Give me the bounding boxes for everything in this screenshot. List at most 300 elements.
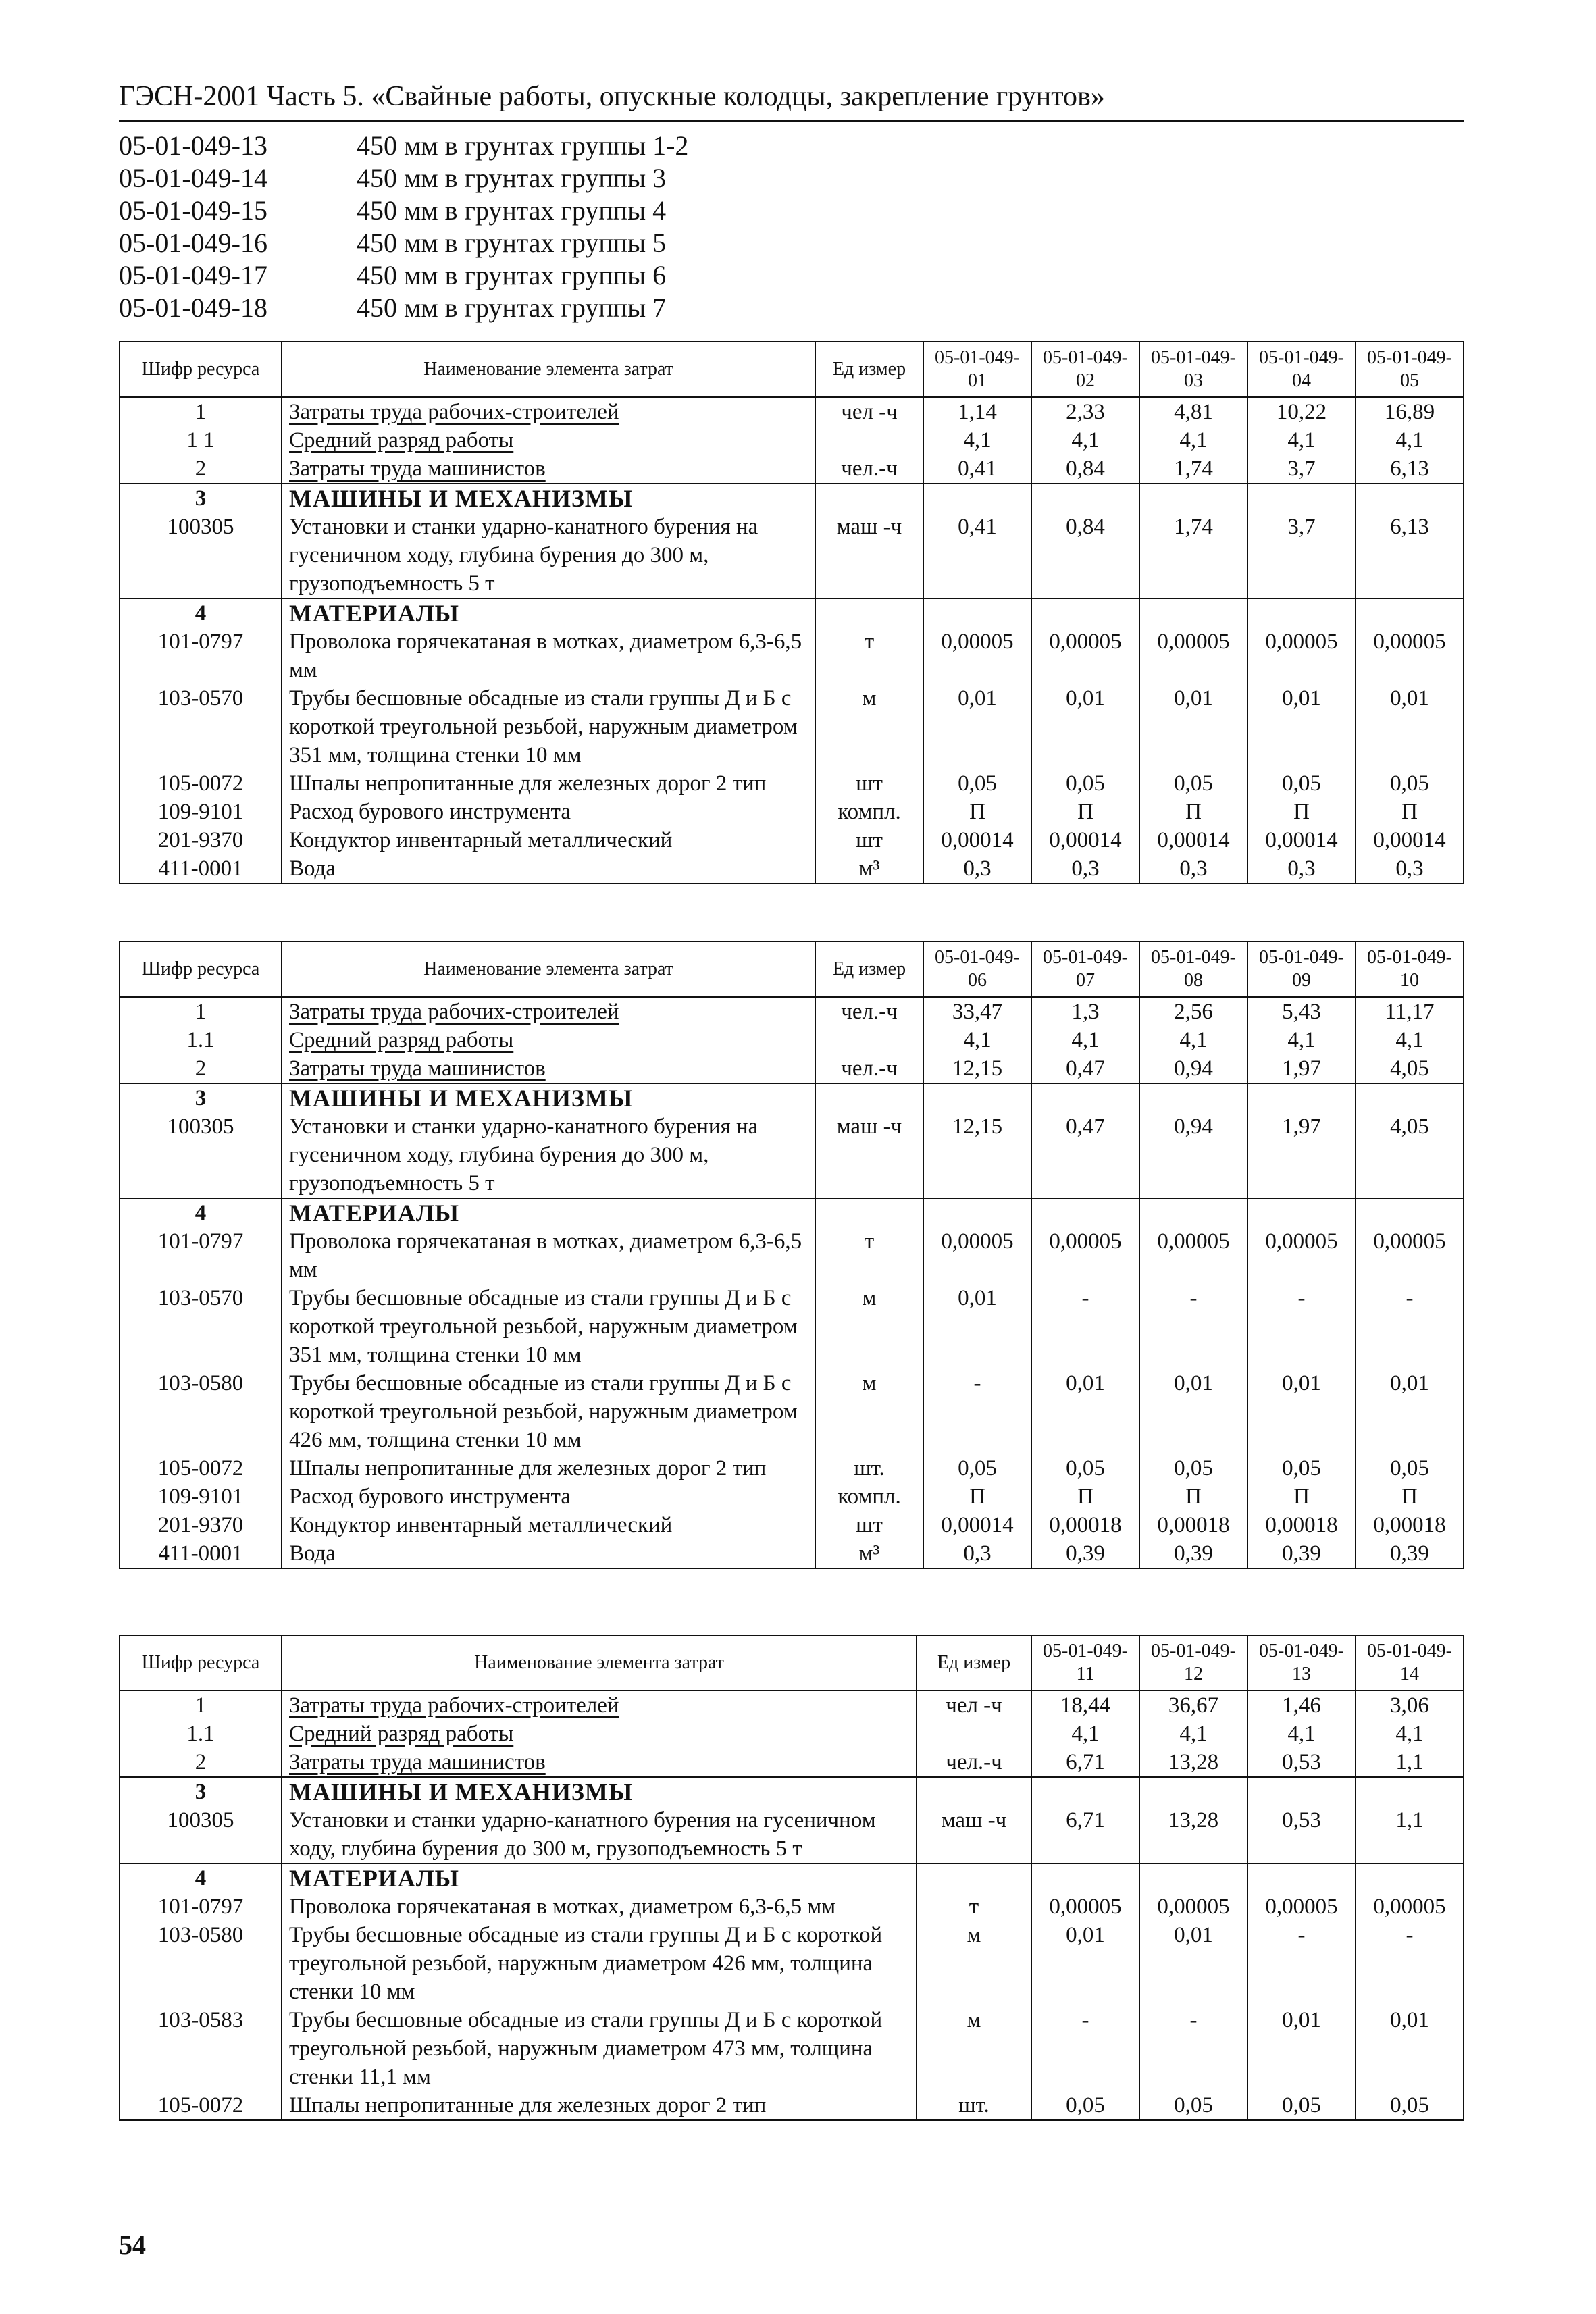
value-cell: 0,05 [1356,1454,1464,1483]
value-cell: 0,05 [1247,2091,1356,2120]
value-cell [1031,598,1139,627]
header-element-name: Наименование элемента затрат [282,1635,917,1691]
unit-cell: м [815,1369,923,1454]
resource-code: 101-0797 [120,627,282,684]
header-norm-code: 05-01-049-10 [1356,942,1464,997]
norm-code: 05-01-049-14 [119,163,267,193]
table-row [120,1511,1464,1539]
element-name: Проволока горячекатаная в мотках, диаметром 6,3-6,5 мм [282,1893,917,1921]
value-cell: 4,81 [1139,397,1247,426]
value-cell [1031,1777,1139,1806]
value-cell: 4,1 [1247,426,1356,455]
value-cell: 0,05 [1247,1454,1356,1483]
norm-description: 450 мм в грунтах группы 4 [357,195,667,226]
value-cell: 0,3 [1356,854,1464,883]
unit-cell: чел -ч [815,397,923,426]
value-cell: - [923,1369,1031,1454]
value-cell: 0,41 [923,513,1031,598]
value-cell: 0,05 [1139,1454,1247,1483]
norm-code: 05-01-049-15 [119,195,267,226]
element-name: Средний разряд работы [282,1026,815,1054]
value-cell: 1,97 [1247,1054,1356,1083]
table-row [120,1112,1464,1198]
unit-cell: м [815,1284,923,1369]
section-row [120,1198,1464,1227]
value-cell [1356,598,1464,627]
value-cell: 0,05 [1139,769,1247,798]
value-cell: 1,74 [1139,455,1247,484]
table-row [120,1893,1464,1921]
value-cell: 0,00014 [1356,826,1464,854]
value-cell [1247,1083,1356,1112]
table-header-row [120,1635,1464,1691]
norm-code-row [119,227,688,259]
unit-cell: шт [815,826,923,854]
unit-cell [917,1863,1031,1893]
value-cell [1031,1863,1139,1893]
element-name: Средний разряд работы [282,1720,917,1748]
table-row [120,1284,1464,1369]
value-cell [1139,1198,1247,1227]
value-cell [1247,1198,1356,1227]
resource-table-1 [119,341,1464,884]
resource-code: 100305 [120,1806,282,1863]
value-cell [1139,598,1247,627]
value-cell: 18,44 [1031,1691,1139,1720]
value-cell: 0,94 [1139,1112,1247,1198]
element-name: Затраты труда рабочих-строителей [282,397,815,426]
unit-cell: чел.-ч [815,455,923,484]
header-norm-code: 05-01-049-13 [1247,1635,1356,1691]
value-cell: 4,1 [1139,1026,1247,1054]
value-cell: 0,05 [1356,2091,1464,2120]
resource-code: 4 [120,598,282,627]
resource-code: 3 [120,484,282,513]
table-row [120,997,1464,1026]
value-cell: 0,00018 [1139,1511,1247,1539]
unit-cell: м³ [815,1539,923,1568]
value-cell: 0,00014 [923,826,1031,854]
header-unit: Ед измер [917,1635,1031,1691]
value-cell: 0,01 [1247,684,1356,769]
value-cell: 0,00018 [1031,1511,1139,1539]
value-cell: 1,97 [1247,1112,1356,1198]
value-cell: 0,01 [1139,1369,1247,1454]
value-cell: 0,01 [1139,684,1247,769]
resource-code: 2 [120,1054,282,1083]
section-title: МАТЕРИАЛЫ [282,1863,917,1893]
value-cell: 0,00005 [923,1227,1031,1284]
header-unit: Ед измер [815,342,923,397]
resource-code: 4 [120,1863,282,1893]
resource-code: 105-0072 [120,2091,282,2120]
table-row [120,798,1464,826]
value-cell: 0,05 [1356,769,1464,798]
element-name: Установки и станки ударно-канатного бурения на гусеничном ходу, глубина бурения до 300 м, грузоподъемность 5 т [282,513,815,598]
value-cell [1247,484,1356,513]
section-row [120,1863,1464,1893]
value-cell: 1,74 [1139,513,1247,598]
resource-code: 101-0797 [120,1227,282,1284]
resource-code: 103-0580 [120,1369,282,1454]
value-cell: 12,15 [923,1112,1031,1198]
header-norm-code: 05-01-049-08 [1139,942,1247,997]
unit-cell: маш -ч [815,513,923,598]
value-cell: - [1031,1284,1139,1369]
element-name: Трубы бесшовные обсадные из стали группы Д и Б с короткой треугольной резьбой, наружным диаметром 351 мм, толщина стенки 10 мм [282,684,815,769]
value-cell [1356,1198,1464,1227]
value-cell: - [1356,1284,1464,1369]
value-cell: 0,05 [1031,2091,1139,2120]
header-norm-code: 05-01-049-05 [1356,342,1464,397]
resource-code: 1.1 [120,1026,282,1054]
resource-code: 1 [120,397,282,426]
element-name: Кондуктор инвентарный металлический [282,1511,815,1539]
unit-cell: чел.-ч [815,1054,923,1083]
header-divider [119,120,1464,122]
value-cell: 3,7 [1247,513,1356,598]
value-cell [1031,1083,1139,1112]
resource-code: 1 [120,997,282,1026]
unit-cell [815,1026,923,1054]
norm-description: 450 мм в грунтах группы 7 [357,292,667,323]
value-cell [923,484,1031,513]
value-cell: 0,3 [1031,854,1139,883]
unit-cell [815,1198,923,1227]
value-cell: 0,01 [1356,1369,1464,1454]
header-norm-code: 05-01-049-11 [1031,1635,1139,1691]
value-cell: 4,1 [923,1026,1031,1054]
value-cell: 1,3 [1031,997,1139,1026]
value-cell: 0,3 [1247,854,1356,883]
norm-code: 05-01-049-13 [119,130,267,161]
resource-code: 2 [120,455,282,484]
table-row [120,1227,1464,1284]
value-cell: 6,13 [1356,513,1464,598]
value-cell: 0,3 [923,1539,1031,1568]
element-name: Расход бурового инструмента [282,1483,815,1511]
table-row [120,627,1464,684]
element-name: Шпалы непропитанные для железных дорог 2 тип [282,2091,917,2120]
element-name: Кондуктор инвентарный металлический [282,826,815,854]
table-header-row [120,342,1464,397]
section-row [120,1777,1464,1806]
header-norm-code: 05-01-049-12 [1139,1635,1247,1691]
resource-code: 2 [120,1748,282,1777]
header-norm-code: 05-01-049-09 [1247,942,1356,997]
norm-code-row [119,292,688,324]
value-cell: 0,94 [1139,1054,1247,1083]
value-cell: 0,47 [1031,1054,1139,1083]
value-cell: 11,17 [1356,997,1464,1026]
table-row [120,397,1464,426]
header-element-name: Наименование элемента затрат [282,342,815,397]
value-cell: 0,05 [923,769,1031,798]
value-cell: 0,01 [1139,1921,1247,2006]
value-cell: 0,00005 [923,627,1031,684]
unit-cell: шт [815,1511,923,1539]
element-name: Затраты труда машинистов [282,1748,917,1777]
unit-cell: м [917,1921,1031,2006]
table-header-row [120,942,1464,997]
value-cell: 1,1 [1356,1748,1464,1777]
table-row [120,1720,1464,1748]
table-row [120,1748,1464,1777]
unit-cell: шт [815,769,923,798]
table-row [120,1921,1464,2006]
value-cell: - [1031,2006,1139,2091]
value-cell: 4,1 [1139,426,1247,455]
resource-code: 103-0570 [120,1284,282,1369]
value-cell [1031,1198,1139,1227]
header-norm-code: 05-01-049-04 [1247,342,1356,397]
table-row [120,513,1464,598]
unit-cell: м³ [815,854,923,883]
value-cell: 0,84 [1031,455,1139,484]
value-cell: 0,00018 [1247,1511,1356,1539]
unit-cell: шт. [815,1454,923,1483]
resource-code: 109-9101 [120,798,282,826]
unit-cell: шт. [917,2091,1031,2120]
table-row [120,854,1464,883]
value-cell: 0,39 [1356,1539,1464,1568]
value-cell: 0,47 [1031,1112,1139,1198]
norm-code-row [119,259,688,292]
value-cell: 13,28 [1139,1748,1247,1777]
value-cell: 0,00005 [1247,627,1356,684]
value-cell: П [1139,1483,1247,1511]
resource-code: 103-0570 [120,684,282,769]
value-cell: 6,71 [1031,1748,1139,1777]
element-name: Затраты труда машинистов [282,1054,815,1083]
norm-code-row [119,162,688,195]
page-header: ГЭСН-2001 Часть 5. «Свайные работы, опускные колодцы, закрепление грунтов» [119,81,1105,112]
norm-description: 450 мм в грунтах группы 6 [357,260,667,290]
value-cell: 0,00005 [1247,1227,1356,1284]
value-cell [1031,484,1139,513]
unit-cell [815,484,923,513]
table-row [120,1539,1464,1568]
value-cell: 6,13 [1356,455,1464,484]
value-cell: 0,00005 [1139,1227,1247,1284]
value-cell: 4,1 [1139,1720,1247,1748]
value-cell: П [1356,798,1464,826]
table-row [120,1806,1464,1863]
value-cell: 0,00005 [1031,627,1139,684]
table-row [120,2006,1464,2091]
table-row [120,426,1464,455]
value-cell: 0,53 [1247,1748,1356,1777]
value-cell: 0,05 [923,1454,1031,1483]
header-norm-code: 05-01-049-06 [923,942,1031,997]
resource-code: 100305 [120,1112,282,1198]
resource-code: 103-0583 [120,2006,282,2091]
norm-code-list [119,130,688,324]
resource-code: 3 [120,1083,282,1112]
element-name: Средний разряд работы [282,426,815,455]
value-cell [1247,1863,1356,1893]
value-cell: 3,06 [1356,1691,1464,1720]
header-norm-code: 05-01-049-02 [1031,342,1139,397]
table-row [120,1054,1464,1083]
header-resource-code: Шифр ресурса [120,342,282,397]
unit-cell: чел -ч [917,1691,1031,1720]
value-cell: 4,1 [1031,1720,1139,1748]
value-cell [923,598,1031,627]
value-cell: П [923,798,1031,826]
value-cell: П [1139,798,1247,826]
element-name: Затраты труда рабочих-строителей [282,1691,917,1720]
value-cell: 0,00014 [1031,826,1139,854]
value-cell: П [1247,1483,1356,1511]
header-norm-code: 05-01-049-14 [1356,1635,1464,1691]
norm-code: 05-01-049-17 [119,260,267,290]
element-name: Установки и станки ударно-канатного бурения на гусеничном ходу, глубина бурения до 300 м, грузоподъемность 5 т [282,1806,917,1863]
value-cell: 4,05 [1356,1112,1464,1198]
value-cell: 12,15 [923,1054,1031,1083]
value-cell: 0,00014 [1247,826,1356,854]
resource-code: 1 1 [120,426,282,455]
value-cell [1139,1083,1247,1112]
value-cell: П [1356,1483,1464,1511]
element-name: Проволока горячекатаная в мотках, диаметром 6,3-6,5 мм [282,1227,815,1284]
resource-code: 201-9370 [120,826,282,854]
value-cell: П [1031,1483,1139,1511]
value-cell [923,1083,1031,1112]
value-cell: 0,00005 [1031,1893,1139,1921]
value-cell: 1,46 [1247,1691,1356,1720]
element-name: Трубы бесшовные обсадные из стали группы Д и Б с короткой треугольной резьбой, наружным диаметром 426 мм, толщина стенки 10 мм [282,1921,917,2006]
value-cell: - [1139,1284,1247,1369]
resource-code: 109-9101 [120,1483,282,1511]
value-cell: 33,47 [923,997,1031,1026]
resource-code: 1.1 [120,1720,282,1748]
unit-cell: чел.-ч [917,1748,1031,1777]
element-name: Шпалы непропитанные для железных дорог 2 тип [282,769,815,798]
table-row [120,1691,1464,1720]
value-cell: 4,1 [923,426,1031,455]
value-cell: - [1139,2006,1247,2091]
resource-table-2 [119,941,1464,1569]
resource-code: 101-0797 [120,1893,282,1921]
value-cell: 0,41 [923,455,1031,484]
value-cell: 2,56 [1139,997,1247,1026]
value-cell [1139,1863,1247,1893]
value-cell: - [1247,1921,1356,2006]
value-cell: 0,01 [923,684,1031,769]
value-cell: 0,01 [1356,684,1464,769]
value-cell: 0,39 [1031,1539,1139,1568]
value-cell: 36,67 [1139,1691,1247,1720]
norm-code-row [119,130,688,162]
section-title: МАШИНЫ И МЕХАНИЗМЫ [282,1083,815,1112]
header-resource-code: Шифр ресурса [120,1635,282,1691]
value-cell: 4,05 [1356,1054,1464,1083]
value-cell: 0,01 [923,1284,1031,1369]
section-row [120,484,1464,513]
section-title: МАТЕРИАЛЫ [282,1198,815,1227]
element-name: Трубы бесшовные обсадные из стали группы Д и Б с короткой треугольной резьбой, наружным диаметром 473 мм, толщина стенки 11,1 мм [282,2006,917,2091]
value-cell: 4,1 [1356,1026,1464,1054]
value-cell: 4,1 [1356,1720,1464,1748]
header-norm-code: 05-01-049-03 [1139,342,1247,397]
value-cell: 4,1 [1356,426,1464,455]
resource-code: 100305 [120,513,282,598]
element-name: Вода [282,854,815,883]
value-cell: 0,01 [1356,2006,1464,2091]
element-name: Затраты труда рабочих-строителей [282,997,815,1026]
value-cell: 0,05 [1247,769,1356,798]
norm-code: 05-01-049-18 [119,292,267,323]
element-name: Установки и станки ударно-канатного бурения на гусеничном ходу, глубина бурения до 300 м, грузоподъемность 5 т [282,1112,815,1198]
value-cell: 4,1 [1247,1026,1356,1054]
value-cell: 13,28 [1139,1806,1247,1863]
value-cell: 0,3 [1139,854,1247,883]
unit-cell: т [815,1227,923,1284]
value-cell: 0,00005 [1139,627,1247,684]
element-name: Расход бурового инструмента [282,798,815,826]
value-cell [1356,1777,1464,1806]
unit-cell: т [815,627,923,684]
table-row [120,455,1464,484]
value-cell [1356,1863,1464,1893]
table-row [120,769,1464,798]
value-cell: 0,00014 [923,1511,1031,1539]
section-title: МАШИНЫ И МЕХАНИЗМЫ [282,484,815,513]
value-cell: 1,1 [1356,1806,1464,1863]
value-cell: 0,84 [1031,513,1139,598]
value-cell: 0,39 [1247,1539,1356,1568]
value-cell: П [1031,798,1139,826]
value-cell: 0,53 [1247,1806,1356,1863]
table-row [120,1369,1464,1454]
value-cell: 0,00005 [1356,1893,1464,1921]
unit-cell [815,598,923,627]
unit-cell: т [917,1893,1031,1921]
value-cell: 0,00018 [1356,1511,1464,1539]
value-cell: - [1247,1284,1356,1369]
value-cell: 0,39 [1139,1539,1247,1568]
section-title: МАШИНЫ И МЕХАНИЗМЫ [282,1777,917,1806]
value-cell: 0,00014 [1139,826,1247,854]
value-cell: 0,01 [1247,1369,1356,1454]
value-cell [1356,1083,1464,1112]
section-title: МАТЕРИАЛЫ [282,598,815,627]
norm-description: 450 мм в грунтах группы 3 [357,163,667,193]
element-name: Трубы бесшовные обсадные из стали группы Д и Б с короткой треугольной резьбой, наружным диаметром 426 мм, толщина стенки 10 мм [282,1369,815,1454]
header-unit: Ед измер [815,942,923,997]
resource-code: 411-0001 [120,1539,282,1568]
value-cell: 10,22 [1247,397,1356,426]
norm-description: 450 мм в грунтах группы 1-2 [357,130,689,161]
header-resource-code: Шифр ресурса [120,942,282,997]
table-row [120,1483,1464,1511]
value-cell: 0,05 [1031,769,1139,798]
resource-code: 103-0580 [120,1921,282,2006]
value-cell [923,1198,1031,1227]
value-cell: 5,43 [1247,997,1356,1026]
unit-cell: маш -ч [917,1806,1031,1863]
element-name: Вода [282,1539,815,1568]
unit-cell: м [815,684,923,769]
unit-cell [917,1777,1031,1806]
value-cell: 0,05 [1139,2091,1247,2120]
unit-cell [917,1720,1031,1748]
value-cell: 2,33 [1031,397,1139,426]
value-cell: 16,89 [1356,397,1464,426]
value-cell: П [923,1483,1031,1511]
unit-cell: компл. [815,1483,923,1511]
